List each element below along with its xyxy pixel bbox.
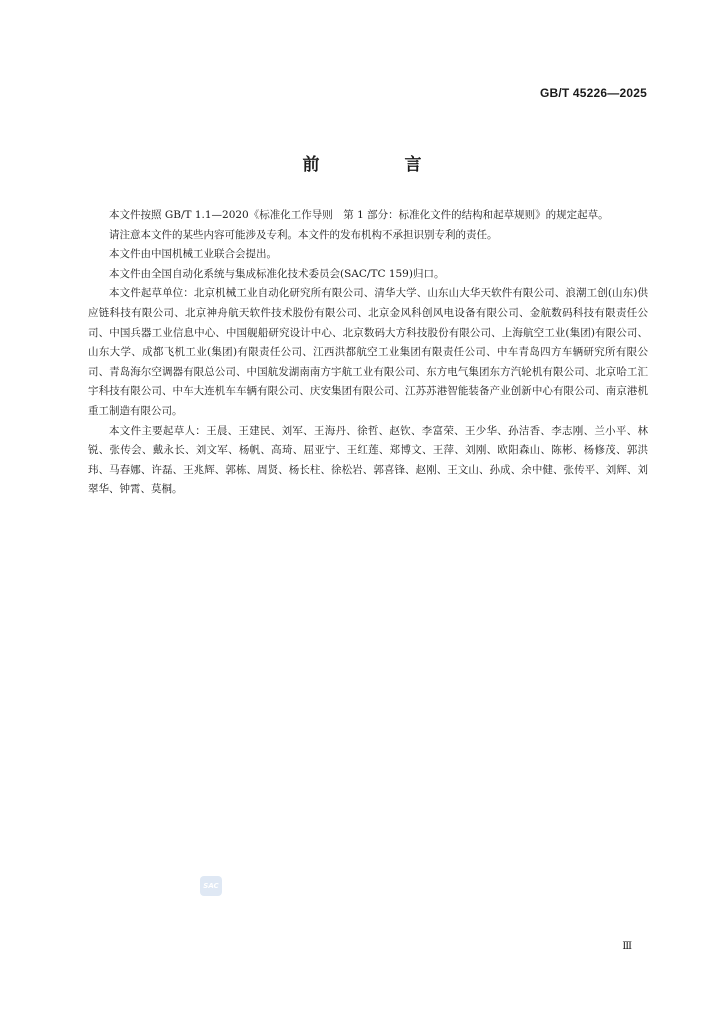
- paragraph-patent-notice: 请注意本文件的某些内容可能涉及专利。本文件的发布机构不承担识别专利的责任。: [109, 228, 498, 241]
- paragraph-proposer: 本文件由中国机械工业联合会提出。: [109, 248, 277, 261]
- paragraph-drafting-rules: 本文件按照 GB/T 1.1—2020《标准化工作导则 第 1 部分：标准化文件的结构和起草规则》的规定起草。: [109, 209, 609, 221]
- standard-code: GB/T 45226—2025: [539, 86, 647, 100]
- page-title: 前 言: [302, 155, 456, 175]
- foreword-body: [88, 206, 648, 500]
- watermark-logo-icon: SAC: [200, 876, 222, 896]
- page-number: Ⅲ: [622, 941, 632, 952]
- paragraph-committee: 本文件由全国自动化系统与集成标准化技术委员会(SAC/TC 159)归口。: [109, 267, 445, 280]
- paragraph-drafters: 本文件主要起草人：王晨、王建民、刘军、王海丹、徐哲、赵钦、李富荣、王少华、孙洁香、李志刚、兰小平、林锐、张传会、戴永长、刘文军、杨帆、高琦、屈亚宁、王红莲、郑博文、王萍、刘刚、欧阳森山、陈彬、杨修茂、郭洪玮、马春娜、许磊、王兆辉、郭栋、周贤、杨长柱、徐松岩、郭喜锋、赵刚、王文山、孙成、余中健、张传平、刘辉、刘翠华、钟霄、莫桐。: [88, 424, 648, 496]
- paragraph-drafting-units: 本文件起草单位：北京机械工业自动化研究所有限公司、清华大学、山东山大华天软件有限公司、浪潮工创(山东)供应链科技有限公司、北京神舟航天软件技术股份有限公司、北京金风科创风电设备有限公司、金航数码科技有限责任公司、中国兵器工业信息中心、中国舰船研究设计中心、北京数码大方科技股份有限公司、上海航空工业(集团)有限公司、山东大学、成都飞机工业(集团)有限责任公司、江西洪都航空工业集团有限责任公司、中车青岛四方车辆研究所有限公司、青岛海尔空调器有限总公司、中国航发湖南南方宇航工业有限公司、东方电气集团东方汽轮机有限公司、北京哈工汇宇科技有限公司、中车大连机车车辆有限公司、庆安集团有限公司、江苏苏港智能装备产业创新中心有限公司、南京港机重工制造有限公司。: [88, 287, 648, 417]
